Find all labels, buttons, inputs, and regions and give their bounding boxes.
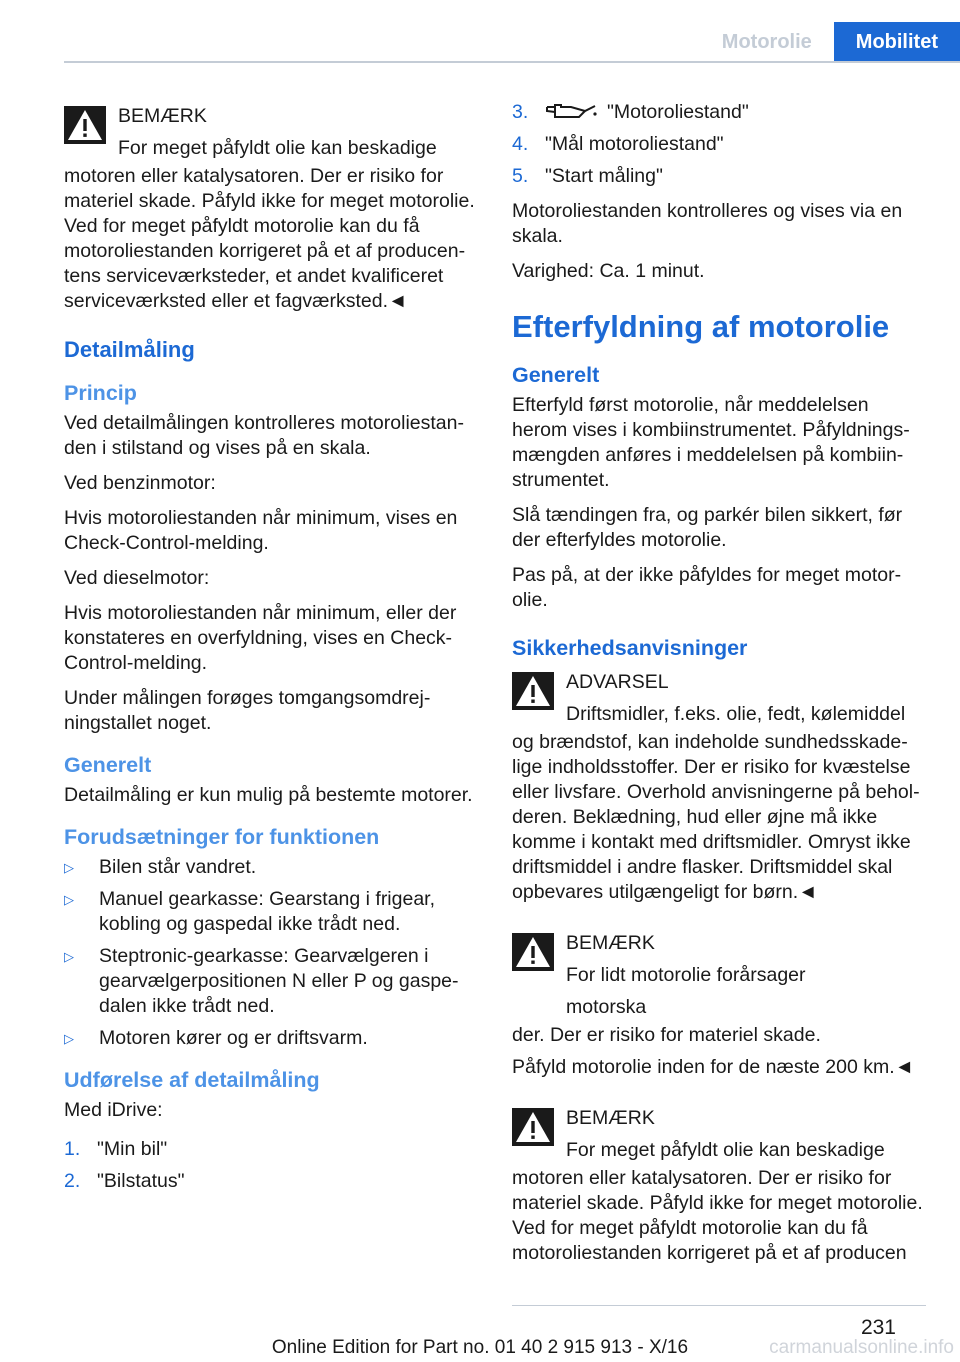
warning-triangle-icon xyxy=(64,106,106,144)
heading-detailmaaling: Detailmåling xyxy=(64,337,195,362)
list-item: ▷ Steptronic-gearkasse: Gearvælgeren i gearvælgerpositionen N eller P og gaspedalen ikke trådt ned. xyxy=(64,945,459,1017)
header-divider xyxy=(64,61,960,63)
notice-body: motoren eller katalysatoren. Der er risiko for materiel skade. Påfyld ikke for meget motorolie. Ved for meget påfyldt motorolie kan du få motoroliestanden korrigeret på et af producen xyxy=(512,1167,923,1264)
notice-body: og brændstof, kan indeholde sundhedsskadelige indholdsstoffer. Der er risiko for kvæstelse eller livsfare. Overhold anvisningerne på beholderen. Beklædning, hud eller øjne må ikke komme i kontakt med driftsmidler. Omryst ikke driftsmiddel i andre flasker. Driftsmiddel skal opbevares utilgængeligt for børn.◄ xyxy=(512,731,920,903)
triangle-bullet-icon: ▷ xyxy=(64,1031,74,1046)
warning-triangle-icon xyxy=(512,1108,554,1146)
notice-title: ADVARSEL xyxy=(566,671,669,693)
heading-sikkerhedsanvisninger: Sikkerhedsanvisninger xyxy=(512,636,748,660)
step-item: 4. "Mål motoroliestand" xyxy=(512,133,724,155)
notice-advarsel xyxy=(512,666,926,905)
left-column xyxy=(64,100,478,1204)
paragraph-gen1: Efterfyld først motorolie, når meddelelsen herom vises i kombiinstrumentet. Påfyldningsmængden anføres i meddelelsen på kombiinstrumentet. xyxy=(512,394,910,491)
paragraph-gen2: Slå tændingen fra, og parkér bilen sikkert, før der efterfyldes motorolie. xyxy=(512,504,903,551)
notice-first-line: Driftsmidler, f.eks. olie, fedt, kølemiddel xyxy=(566,703,906,725)
step-item: 5. "Start måling" xyxy=(512,165,663,187)
triangle-bullet-icon: ▷ xyxy=(64,860,74,875)
heading-generelt-right: Generelt xyxy=(512,363,600,387)
paragraph-tomgang: Under målingen forøges tomgangsomdrejningstallet noget. xyxy=(64,687,431,734)
page-number: 231 xyxy=(860,1316,896,1339)
right-column xyxy=(512,100,926,1276)
paragraph-benzin: Hvis motoroliestanden når minimum, vises en Check-Control-melding. xyxy=(64,507,458,554)
triangle-bullet-icon: ▷ xyxy=(64,949,74,964)
notice-bemaerk-oil-overfill xyxy=(64,100,478,314)
paragraph-scale: Motoroliestanden kontrolleres og vises via en skala. xyxy=(512,200,903,247)
paragraph-princip: Ved detailmålingen kontrolleres motoroliestanden i stilstand og vises på en skala. xyxy=(64,412,464,459)
notice-first-line: For meget påfyldt olie kan beskadige xyxy=(566,1139,885,1161)
notice-body: der. Der er risiko for materiel skade. xyxy=(512,1024,821,1046)
paragraph-diesel-label: Ved dieselmotor: xyxy=(64,567,210,589)
notice-title: BEMÆRK xyxy=(566,932,655,954)
tab-mobilitet[interactable]: Mobilitet xyxy=(834,22,960,62)
edition-footer: Online Edition for Part no. 01 40 2 915 913 - X/16 xyxy=(271,1337,689,1358)
notice-title: BEMÆRK xyxy=(566,1107,655,1129)
step-item: 2. "Bilstatus" xyxy=(64,1170,185,1192)
paragraph-benzin-label: Ved benzinmotor: xyxy=(64,472,216,494)
step-item: 1. "Min bil" xyxy=(64,1138,168,1160)
steps-list-right xyxy=(512,100,926,189)
warning-triangle-icon xyxy=(512,672,554,710)
notice-first-line: For meget påfyldt olie kan beskadige xyxy=(118,137,437,159)
paragraph-generelt: Detailmåling er kun mulig på bestemte motorer. xyxy=(64,784,473,806)
notice-bemaerk-low-oil xyxy=(512,927,926,1080)
paragraph-idrive: Med iDrive: xyxy=(64,1099,163,1121)
paragraph-gen3: Pas på, at der ikke påfyldes for meget motorolie. xyxy=(512,564,902,611)
requirements-list xyxy=(64,855,478,1051)
heading-princip: Princip xyxy=(64,381,137,405)
heading-efterfyldning: Efterfyldning af motorolie xyxy=(512,309,890,344)
oil-can-icon xyxy=(545,102,599,120)
heading-udfoerelse: Udførelse af detailmåling xyxy=(64,1068,320,1092)
heading-forudsaetninger: Forudsætninger for funktionen xyxy=(64,825,380,849)
list-item: ▷ Motoren kører og er driftsvarm. xyxy=(64,1027,368,1049)
notice-extra: Påfyld motorolie inden for de næste 200 km.◄ xyxy=(512,1056,914,1078)
heading-generelt: Generelt xyxy=(64,753,152,777)
warning-triangle-icon xyxy=(512,933,554,971)
header-tabs xyxy=(700,22,960,62)
step-item: 3. "Motoroliestand" xyxy=(512,101,749,123)
footer-divider xyxy=(512,1305,926,1306)
notice-bemaerk-overfill-right xyxy=(512,1102,926,1266)
paragraph-duration: Varighed: Ca. 1 minut. xyxy=(512,260,705,282)
watermark: carmanualsonline.info xyxy=(769,1337,954,1358)
triangle-bullet-icon: ▷ xyxy=(64,892,74,907)
steps-list-left xyxy=(64,1137,478,1194)
tab-motorolie[interactable]: Motorolie xyxy=(721,31,812,53)
list-item: ▷ Bilen står vandret. xyxy=(64,856,257,878)
notice-title: BEMÆRK xyxy=(118,105,207,127)
paragraph-diesel: Hvis motoroliestanden når minimum, eller der konstateres en overfyldning, vises en Check-Control-melding. xyxy=(64,602,457,674)
notice-first-line: For lidt motorolie forårsager motorska xyxy=(566,964,806,1018)
notice-body: motoren eller katalysatoren. Der er risiko for materiel skade. Påfyld ikke for meget motorolie. Ved for meget påfyldt motorolie kan du få motoroliestanden korrigeret på et af producentens serviceværksteder, et andet kvalificeret serviceværksted eller et fagværksted.◄ xyxy=(64,165,475,312)
list-item: ▷ Manuel gearkasse: Gearstang i frigear, kobling og gaspedal ikke trådt ned. xyxy=(64,888,436,935)
